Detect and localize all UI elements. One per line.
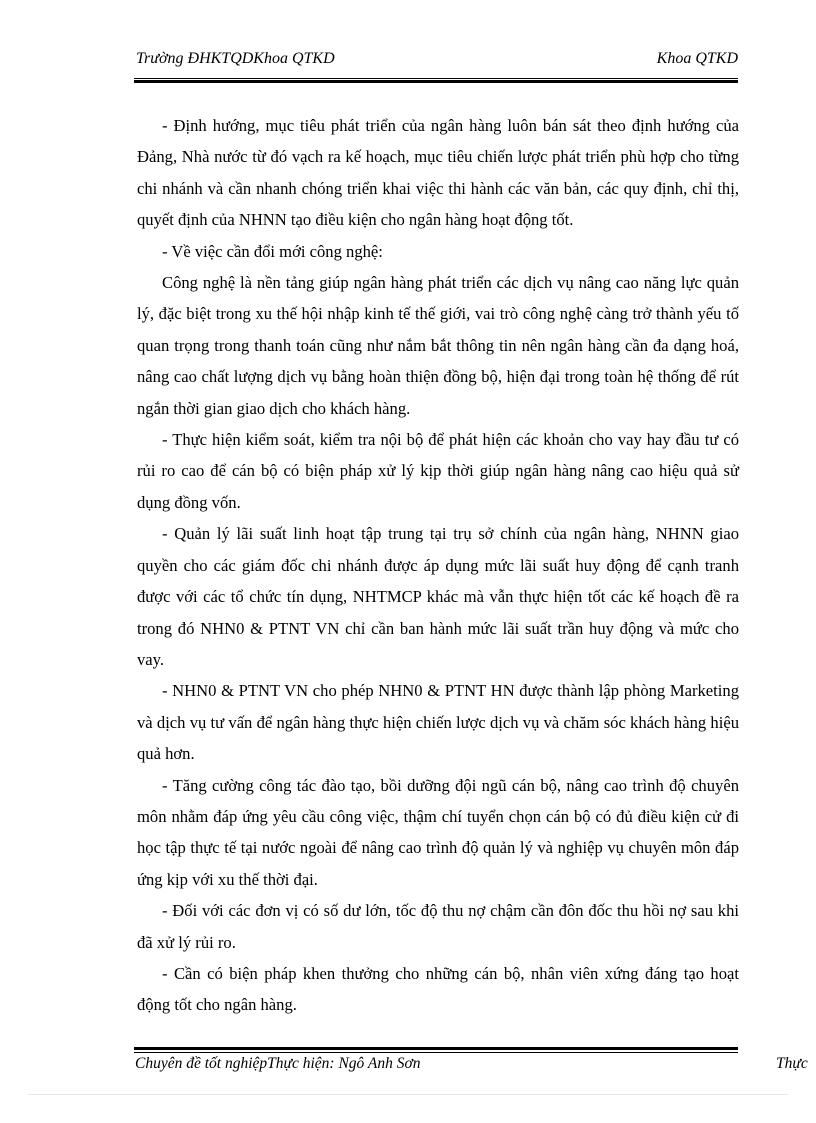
footer-divider-thin: [134, 1052, 738, 1053]
paragraph-marketing: - NHN0 & PTNT VN cho phép NHN0 & PTNT HN được thành lập phòng Marketing và dịch vụ tư vấn để ngân hàng thực hiện chiến lược dịch vụ và chăm sóc khách hàng hiệu quả hơn.: [137, 681, 739, 764]
footer-divider-thick: [134, 1047, 738, 1050]
paragraph-rewards: - Cần có biện pháp khen thưởng cho những cán bộ, nhân viên xứng đáng tạo hoạt động tốt cho ngân hàng.: [137, 963, 739, 1015]
page-header: [134, 48, 738, 70]
paragraph-internal-control: - Thực hiện kiểm soát, kiểm tra nội bộ để phát hiện các khoản cho vay hay đầu tư có rủi ro cao để cán bộ có biện pháp xử lý kịp thời giúp ngân hàng nâng cao hiệu quả sử dụng đồng vốn.: [137, 430, 739, 512]
paragraph-debt-recovery: - Đối với các đơn vị có số dư lớn, tốc độ thu nợ chậm cần đôn đốc thu hồi nợ sau khi đã xử lý rủi ro.: [137, 901, 739, 952]
paragraph-training: - Tăng cường công tác đào tạo, bồi dưỡng đội ngũ cán bộ, nâng cao trình độ chuyên môn nhằm đáp ứng yêu cầu công việc, thậm chí tuyển chọn cán bộ có đủ điều kiện cử đi học tập thực tế tại nước ngoài để nâng cao trình độ quản lý và nghiệp vụ chuyên môn đáp ứng kịp với xu thế thời đại.: [137, 775, 739, 889]
header-divider-thin: [134, 78, 738, 79]
header-school-name: Trường ĐHKTQDKhoa QTKD: [136, 50, 335, 67]
page-bottom-edge: [28, 1094, 788, 1095]
footer-overflow-text: Thực: [776, 1055, 808, 1072]
paragraph-policy-orientation: - Định hướng, mục tiêu phát triển của ngân hàng luôn bán sát theo định hướng của Đảng, Nhà nước từ đó vạch ra kế hoạch, mục tiêu chiến lược phát triển phù hợp cho từng chi nhánh và cần nhanh chóng triển khai việc thi hành các văn bản, các quy định, chỉ thị, quyết định của NHNN tạo điều kiện cho ngân hàng hoạt động tốt.: [137, 116, 739, 230]
header-divider-thick: [134, 80, 738, 83]
header-department: Khoa QTKD: [656, 50, 738, 67]
footer-author: Chuyên đề tốt nghiệpThực hiện: Ngô Anh Sơn: [135, 1055, 421, 1072]
paragraph-technology-heading: - Về việc cần đổi mới công nghệ:: [162, 241, 383, 261]
paragraph-interest-rate: - Quản lý lãi suất linh hoạt tập trung tại trụ sở chính của ngân hàng, NHNN giao quyền cho các giám đốc chi nhánh được áp dụng mức lãi suất huy động để cạnh tranh được với các tổ chức tín dụng, NHTMCP khác mà vẫn thực hiện tốt các kế hoạch đề ra trong đó NHN0 & PTNT VN chỉ cần ban hành mức lãi suất trần huy động và mức cho vay.: [137, 524, 739, 669]
paragraph-technology: Công nghệ là nền tảng giúp ngân hàng phát triển các dịch vụ nâng cao năng lực quản lý, đặc biệt trong xu thế hội nhập kinh tế thế giới, vai trò công nghệ càng trở thành yếu tố quan trọng trong thanh toán cũng như nắm bắt thông tin nên ngân hàng cần đa dạng hoá, nâng cao chất lượng dịch vụ bằng hoàn thiện đồng bộ, hiện đại trong toàn hệ thống để rút ngắn thời gian giao dịch cho khách hàng.: [137, 273, 739, 418]
document-body: [137, 110, 739, 1021]
